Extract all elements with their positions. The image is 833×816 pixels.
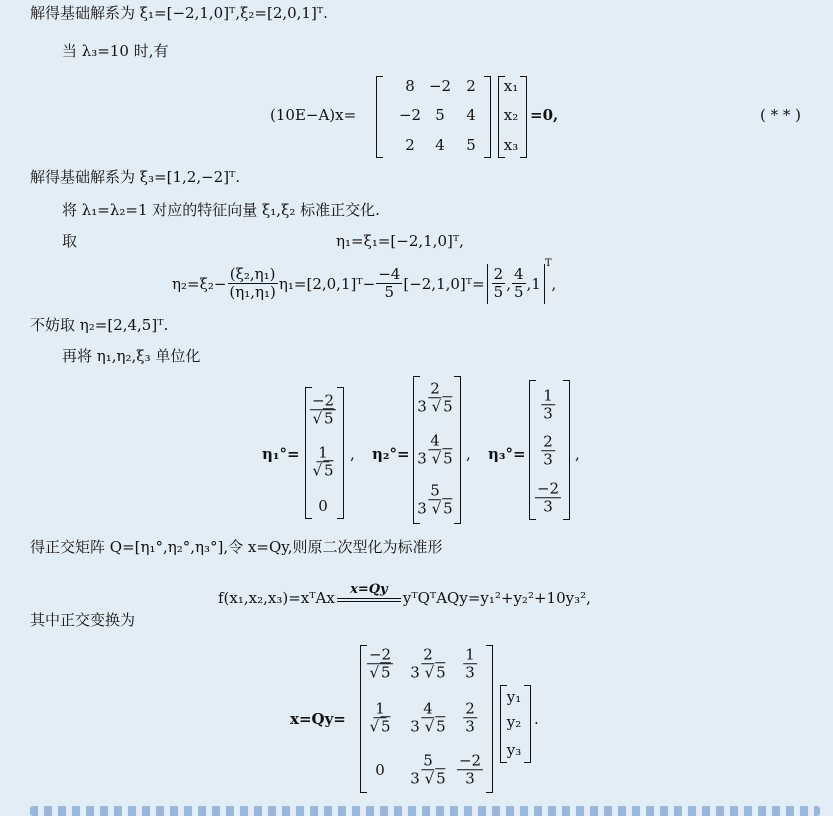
matrix-A-entry: 5 [466, 136, 476, 154]
decorative-border [30, 806, 820, 816]
vector-y-entry: y₁ [506, 688, 522, 706]
eta3-unit-label: η₃°= [488, 445, 526, 463]
gs-r2-num: 4 [513, 265, 524, 283]
eta3-entry [534, 480, 562, 516]
gs-frac-den: 5 [384, 283, 395, 302]
line-orthogonal-matrix: 得正交矩阵 Q=[η₁°,η₂°,η₃°],令 x=Qy,则原二次型化为标准形 [30, 538, 443, 556]
eta-sep-2: , [466, 445, 471, 463]
fraction: $\frac{5}{3 √ 5}$ [410, 751, 446, 788]
fraction: $\frac{2}{3}$ [543, 432, 553, 469]
eta3-entry [540, 387, 556, 423]
vector-x-entry: x₃ [503, 136, 519, 154]
gs-r1-num: 2 [493, 265, 504, 283]
gs-fraction [227, 266, 277, 302]
sf-double-bar [337, 598, 401, 602]
fraction: $\frac{2}{3}$ [465, 699, 475, 736]
vector-x-right-bracket [520, 76, 527, 158]
Q-entry [366, 700, 393, 736]
gs-r2-den: 5 [513, 283, 524, 302]
gs-r1-den: 5 [493, 283, 504, 302]
matrix-A-entry: 5 [435, 106, 445, 124]
eta2-entry [414, 432, 455, 468]
sf-arrow [337, 582, 401, 607]
eta-sep-1: , [350, 445, 355, 463]
matrix-A-entry: 2 [405, 136, 415, 154]
fraction: $\frac{4}{3 √ 5}$ [410, 699, 446, 736]
Q-entry [366, 646, 394, 682]
line-lambda3: 当 λ₃=10 时,有 [62, 42, 169, 60]
eta1-entry: 0 [318, 497, 328, 515]
gs-frac-m4-5 [376, 266, 402, 302]
sf-left: f(x₁,x₂,x₃)=xᵀAx [218, 588, 335, 607]
eta-end-comma: , [575, 445, 580, 463]
fraction: $\frac{5}{3 √ 5}$ [417, 481, 453, 518]
eta2-unit-label: η₂°= [372, 445, 410, 463]
fraction: $\frac{-2}{√ 5}$ [368, 645, 392, 682]
matrix-A-right-bracket [484, 76, 491, 158]
eta1-entry [309, 392, 337, 428]
fraction: $\frac{2}{3 √ 5}$ [417, 379, 453, 416]
fraction: $\frac{1}{√ 5}$ [369, 699, 391, 736]
equation-rhs: =0, [530, 106, 559, 124]
line-normalize: 再将 η₁,η₂,ξ₃ 单位化 [62, 347, 201, 365]
eta1-unit-label: η₁°= [262, 445, 300, 463]
vector-x-entry: x₂ [503, 106, 519, 124]
fraction: $\frac{1}{√ 5}$ [312, 443, 334, 480]
gs-mid: η₁=[2,0,1]ᵀ− [278, 274, 376, 293]
line-eta1: η₁=ξ₁=[−2,1,0]ᵀ, [336, 232, 464, 250]
line-orthogonalize: 将 λ₁=λ₂=1 对应的特征向量 ξ₁,ξ₂ 标准正交化. [62, 201, 380, 219]
equation-label: (10E−A)x= [270, 106, 357, 124]
transform-period: . [534, 710, 539, 728]
fraction: $\frac{1}{3}$ [465, 645, 475, 682]
line-eta2-choice: 不妨取 η₂=[2,4,5]ᵀ. [30, 316, 169, 334]
eta2-entry [414, 380, 455, 416]
line-transform-intro: 其中正交变换为 [30, 611, 136, 629]
Q-entry [462, 646, 478, 682]
Q-entry [456, 752, 484, 788]
sf-right: yᵀQᵀAQy=y₁²+y₂²+10y₃², [402, 588, 591, 607]
matrix-A-entry: 2 [466, 77, 476, 95]
gs-den: (η₁,η₁) [229, 283, 276, 302]
fraction: $\frac{-2}{3}$ [458, 751, 482, 788]
line-basis-3: 解得基础解系为 ξ₃=[1,2,−2]ᵀ. [30, 168, 241, 186]
eta2-entry [414, 482, 455, 518]
eta3-entry [540, 433, 556, 469]
fraction: $\frac{-2}{√ 5}$ [311, 391, 335, 428]
matrix-A-entry: 4 [435, 136, 445, 154]
vector-x-entry: x₁ [503, 77, 519, 95]
vector-y-entry: y₂ [506, 713, 522, 731]
transform-label: x=Qy= [290, 710, 346, 728]
eta3-right-bracket [563, 380, 570, 520]
line-basis-1: 解得基础解系为 ξ₁=[−2,1,0]ᵀ,ξ₂=[2,0,1]ᵀ. [30, 4, 328, 22]
matrix-A-entry: −2 [428, 77, 452, 95]
gs-prefix: η₂=ξ₂− [172, 274, 227, 293]
gs-frac-num: −4 [378, 265, 401, 283]
vector-y-right-bracket [524, 685, 531, 763]
gs-num: (ξ₂,η₁) [229, 265, 276, 283]
eta1-right-bracket [337, 387, 344, 519]
gs-r1 [492, 266, 506, 302]
line-standard-form [218, 582, 591, 607]
Q-entry: 0 [375, 761, 385, 779]
line-gram-schmidt: η₂=ξ₂− $\frac{\text{(ξ₂,η₁)}}{\text{(η₁,η₁)}}$ η₁=[2,0,1]ᵀ− $\frac{-4}{5}$ [−2,1,0]ᵀ= $\frac{2}{5}$ , $\frac{4}{5}$ ,1 T , [172, 264, 556, 304]
sf-over: x=Qy [350, 582, 388, 597]
Q-right-bracket [486, 645, 493, 793]
Q-entry [407, 700, 448, 736]
matrix-A-entry: −2 [398, 106, 422, 124]
vector-y-entry: y₃ [506, 741, 522, 759]
eta1-entry [309, 444, 336, 480]
matrix-A-entry: 8 [405, 77, 415, 95]
gs-result-bracket: $\frac{2}{5}$ , $\frac{4}{5}$ ,1 [487, 264, 545, 304]
fraction: $\frac{-2}{3}$ [536, 479, 560, 516]
fraction: $\frac{4}{3 √ 5}$ [417, 431, 453, 468]
gs-tail: [−2,1,0]ᵀ= [403, 274, 485, 293]
Q-entry [407, 646, 448, 682]
gs-r2 [512, 266, 526, 302]
matrix-A-left-bracket [376, 76, 383, 158]
Q-entry [407, 752, 448, 788]
equation-tag: ( * * ) [760, 106, 802, 124]
line-take: 取 [62, 232, 78, 250]
matrix-A-entry: 4 [466, 106, 476, 124]
fraction: $\frac{1}{3}$ [543, 386, 553, 423]
Q-entry [462, 700, 478, 736]
fraction: $\frac{2}{3 √ 5}$ [410, 645, 446, 682]
